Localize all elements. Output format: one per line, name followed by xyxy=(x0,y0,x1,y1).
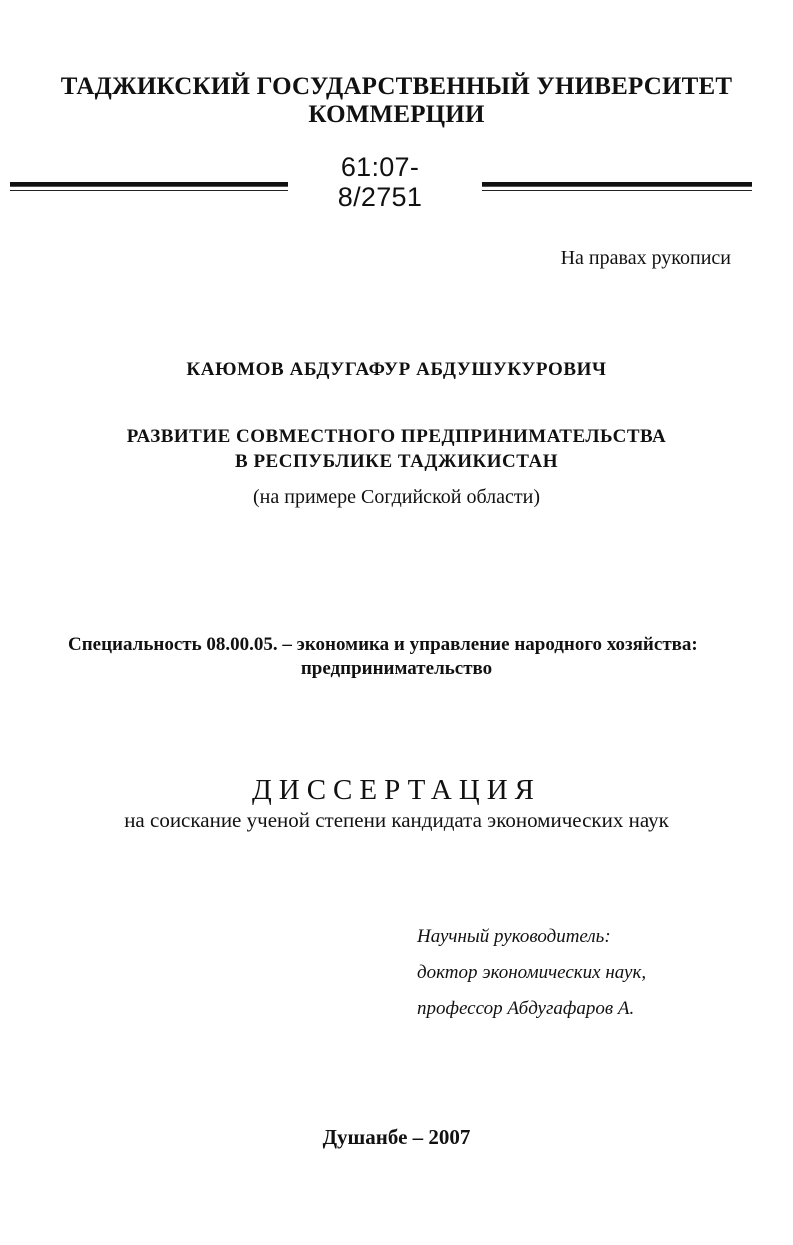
rule-left-thin xyxy=(10,190,288,191)
dissertation-title-line2: В РЕСПУБЛИКЕ ТАДЖИКИСТАН xyxy=(235,451,558,472)
advisor-role: Научный руководитель: xyxy=(417,926,611,947)
dissertation-subheading: на соискание ученой степени кандидата экономических наук xyxy=(124,808,669,832)
catalog-number: 61:07-8/2751 xyxy=(337,152,423,212)
rule-right xyxy=(482,182,752,187)
advisor-name: профессор Абдугафаров А. xyxy=(417,998,635,1019)
specialty-line2: предпринимательство xyxy=(300,658,493,679)
university-name-line1: ТАДЖИКСКИЙ ГОСУДАРСТВЕННЫЙ УНИВЕРСИТЕТ xyxy=(60,73,733,100)
advisor-degree: доктор экономических наук, xyxy=(417,962,647,983)
dissertation-title-line1: РАЗВИТИЕ СОВМЕСТНОГО ПРЕДПРИНИМАТЕЛЬСТВА xyxy=(126,426,667,447)
university-name-line2: КОММЕРЦИИ xyxy=(308,101,485,128)
city-year: Душанбе – 2007 xyxy=(322,1125,471,1149)
rule-right-thin xyxy=(482,190,752,191)
dissertation-subtitle: (на примере Согдийской области) xyxy=(253,486,540,508)
author-name: КАЮМОВ АБДУГАФУР АБДУШУКУРОВИЧ xyxy=(186,359,607,380)
dissertation-heading: ДИССЕРТАЦИЯ xyxy=(251,774,542,806)
rule-left xyxy=(10,182,288,187)
rights-note: На правах рукописи xyxy=(560,247,731,269)
specialty-line1: Специальность 08.00.05. – экономика и управление народного хозяйства: xyxy=(68,634,698,655)
